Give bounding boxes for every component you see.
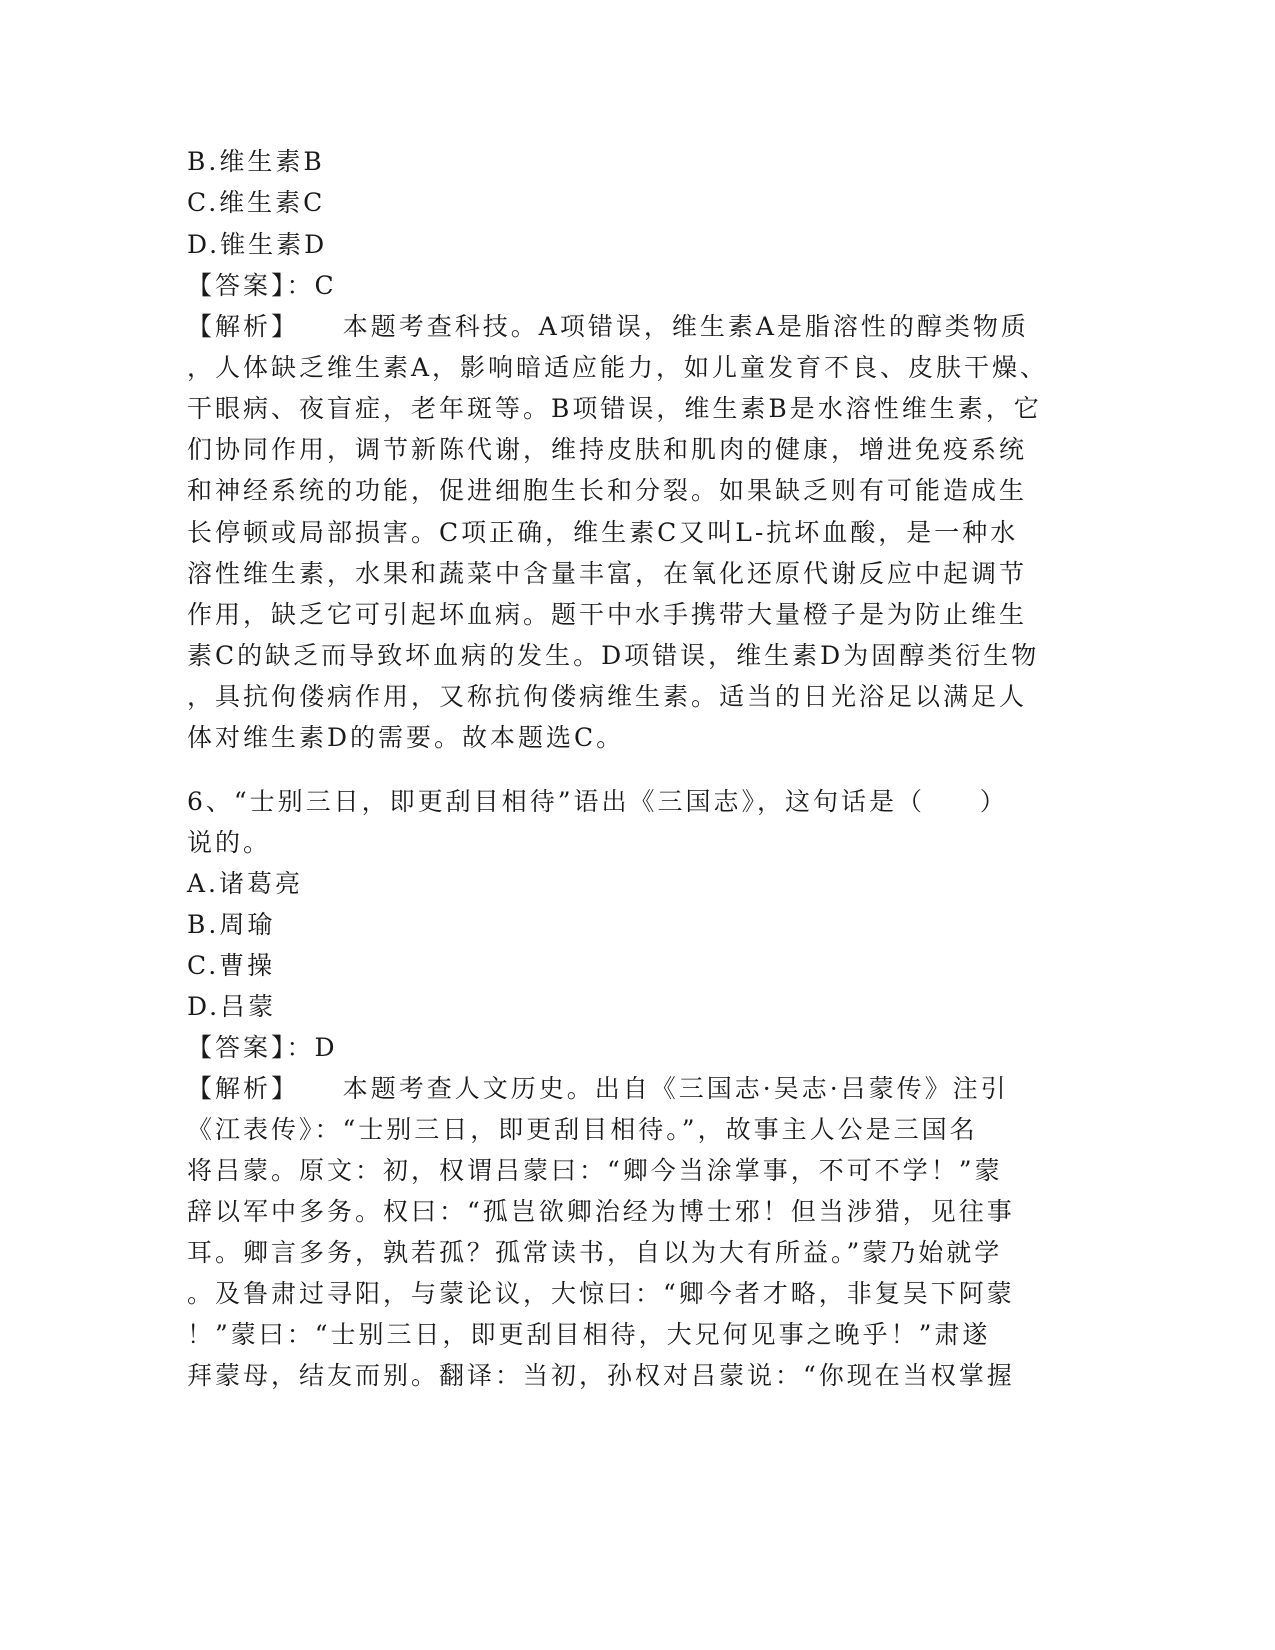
q6-analysis-line: 将吕蒙。原文：初，权谓吕蒙曰：“卿今当涂掌事，不可不学！”蒙 bbox=[187, 1156, 1003, 1185]
q6-stem-line: 6、“士别三日，即更刮目相待”语出《三国志》，这句话是（ ） bbox=[187, 787, 1008, 816]
q5-analysis-line: 【解析】 本题考查科技。A项错误，维生素A是脂溶性的醇类物质 bbox=[187, 312, 1029, 341]
q5-analysis-line: 体对维生素D的需要。故本题选C。 bbox=[187, 723, 625, 752]
q5-answer: 【答案】：C bbox=[187, 271, 337, 300]
q5-analysis-line: 长停顿或局部损害。C项正确，维生素C又叫L-抗坏血酸，是一种水 bbox=[187, 518, 1019, 547]
q6-answer: 【答案】：D bbox=[187, 1033, 338, 1062]
q6-analysis-line: ！”蒙曰：“士别三日，即更刮目相待，大兄何见事之晚乎！”肃遂 bbox=[187, 1320, 991, 1349]
q6-option-d: D.吕蒙 bbox=[187, 992, 277, 1021]
q5-option-c: C.维生素C bbox=[187, 188, 326, 217]
q6-analysis-line: 辞以军中多务。权曰：“孤岂欲卿治经为博士邪！但当涉猎，见往事 bbox=[187, 1197, 1015, 1226]
q5-analysis-line: 作用，缺乏它可引起坏血病。题干中水手携带大量橙子是为防止维生 bbox=[187, 600, 1028, 629]
q5-analysis-line: 溶性维生素，水果和蔬菜中含量丰富，在氧化还原代谢反应中起调节 bbox=[187, 559, 1028, 588]
q5-analysis-line: 素C的缺乏而导致坏血病的发生。D项错误，维生素D为固醇类衍生物 bbox=[187, 641, 1040, 670]
q6-stem-line: 说的。 bbox=[187, 828, 272, 857]
q5-option-d: D.锥生素D bbox=[187, 230, 328, 259]
q6-analysis-line: 【解析】 本题考查人文历史。出自《三国志·吴志·吕蒙传》注引 bbox=[187, 1074, 1009, 1103]
q6-option-b: B.周瑜 bbox=[187, 910, 276, 939]
q5-analysis-line: ，具抗佝偻病作用，又称抗佝偻病维生素。适当的日光浴足以满足人 bbox=[187, 682, 1028, 711]
q6-analysis-line: 拜蒙母，结友而别。翻译：当初，孙权对吕蒙说：“你现在当权掌握 bbox=[187, 1361, 1015, 1390]
q5-analysis-line: 们协同作用，调节新陈代谢，维持皮肤和肌肉的健康，增进免疫系统 bbox=[187, 435, 1028, 464]
q5-analysis-line: ，人体缺乏维生素A，影响暗适应能力，如儿童发育不良、皮肤干燥、 bbox=[187, 353, 1049, 382]
q6-option-c: C.曹操 bbox=[187, 951, 276, 980]
q5-option-b: B.维生素B bbox=[187, 147, 325, 176]
q5-analysis-line: 和神经系统的功能，促进细胞生长和分裂。如果缺乏则有可能造成生 bbox=[187, 476, 1028, 505]
q6-option-a: A.诸葛亮 bbox=[187, 869, 304, 898]
q6-analysis-line: 。及鲁肃过寻阳，与蒙论议，大惊曰：“卿今者才略，非复吴下阿蒙 bbox=[187, 1279, 1015, 1308]
q5-analysis-line: 干眼病、夜盲症，老年斑等。B项错误，维生素B是水溶性维生素，它 bbox=[187, 394, 1042, 423]
q6-analysis-line: 耳。卿言多务，孰若孤？孤常读书，自以为大有所益。”蒙乃始就学 bbox=[187, 1238, 1003, 1267]
q6-analysis-line: 《江表传》：“士别三日，即更刮目相待。”，故事主人公是三国名 bbox=[187, 1115, 978, 1144]
